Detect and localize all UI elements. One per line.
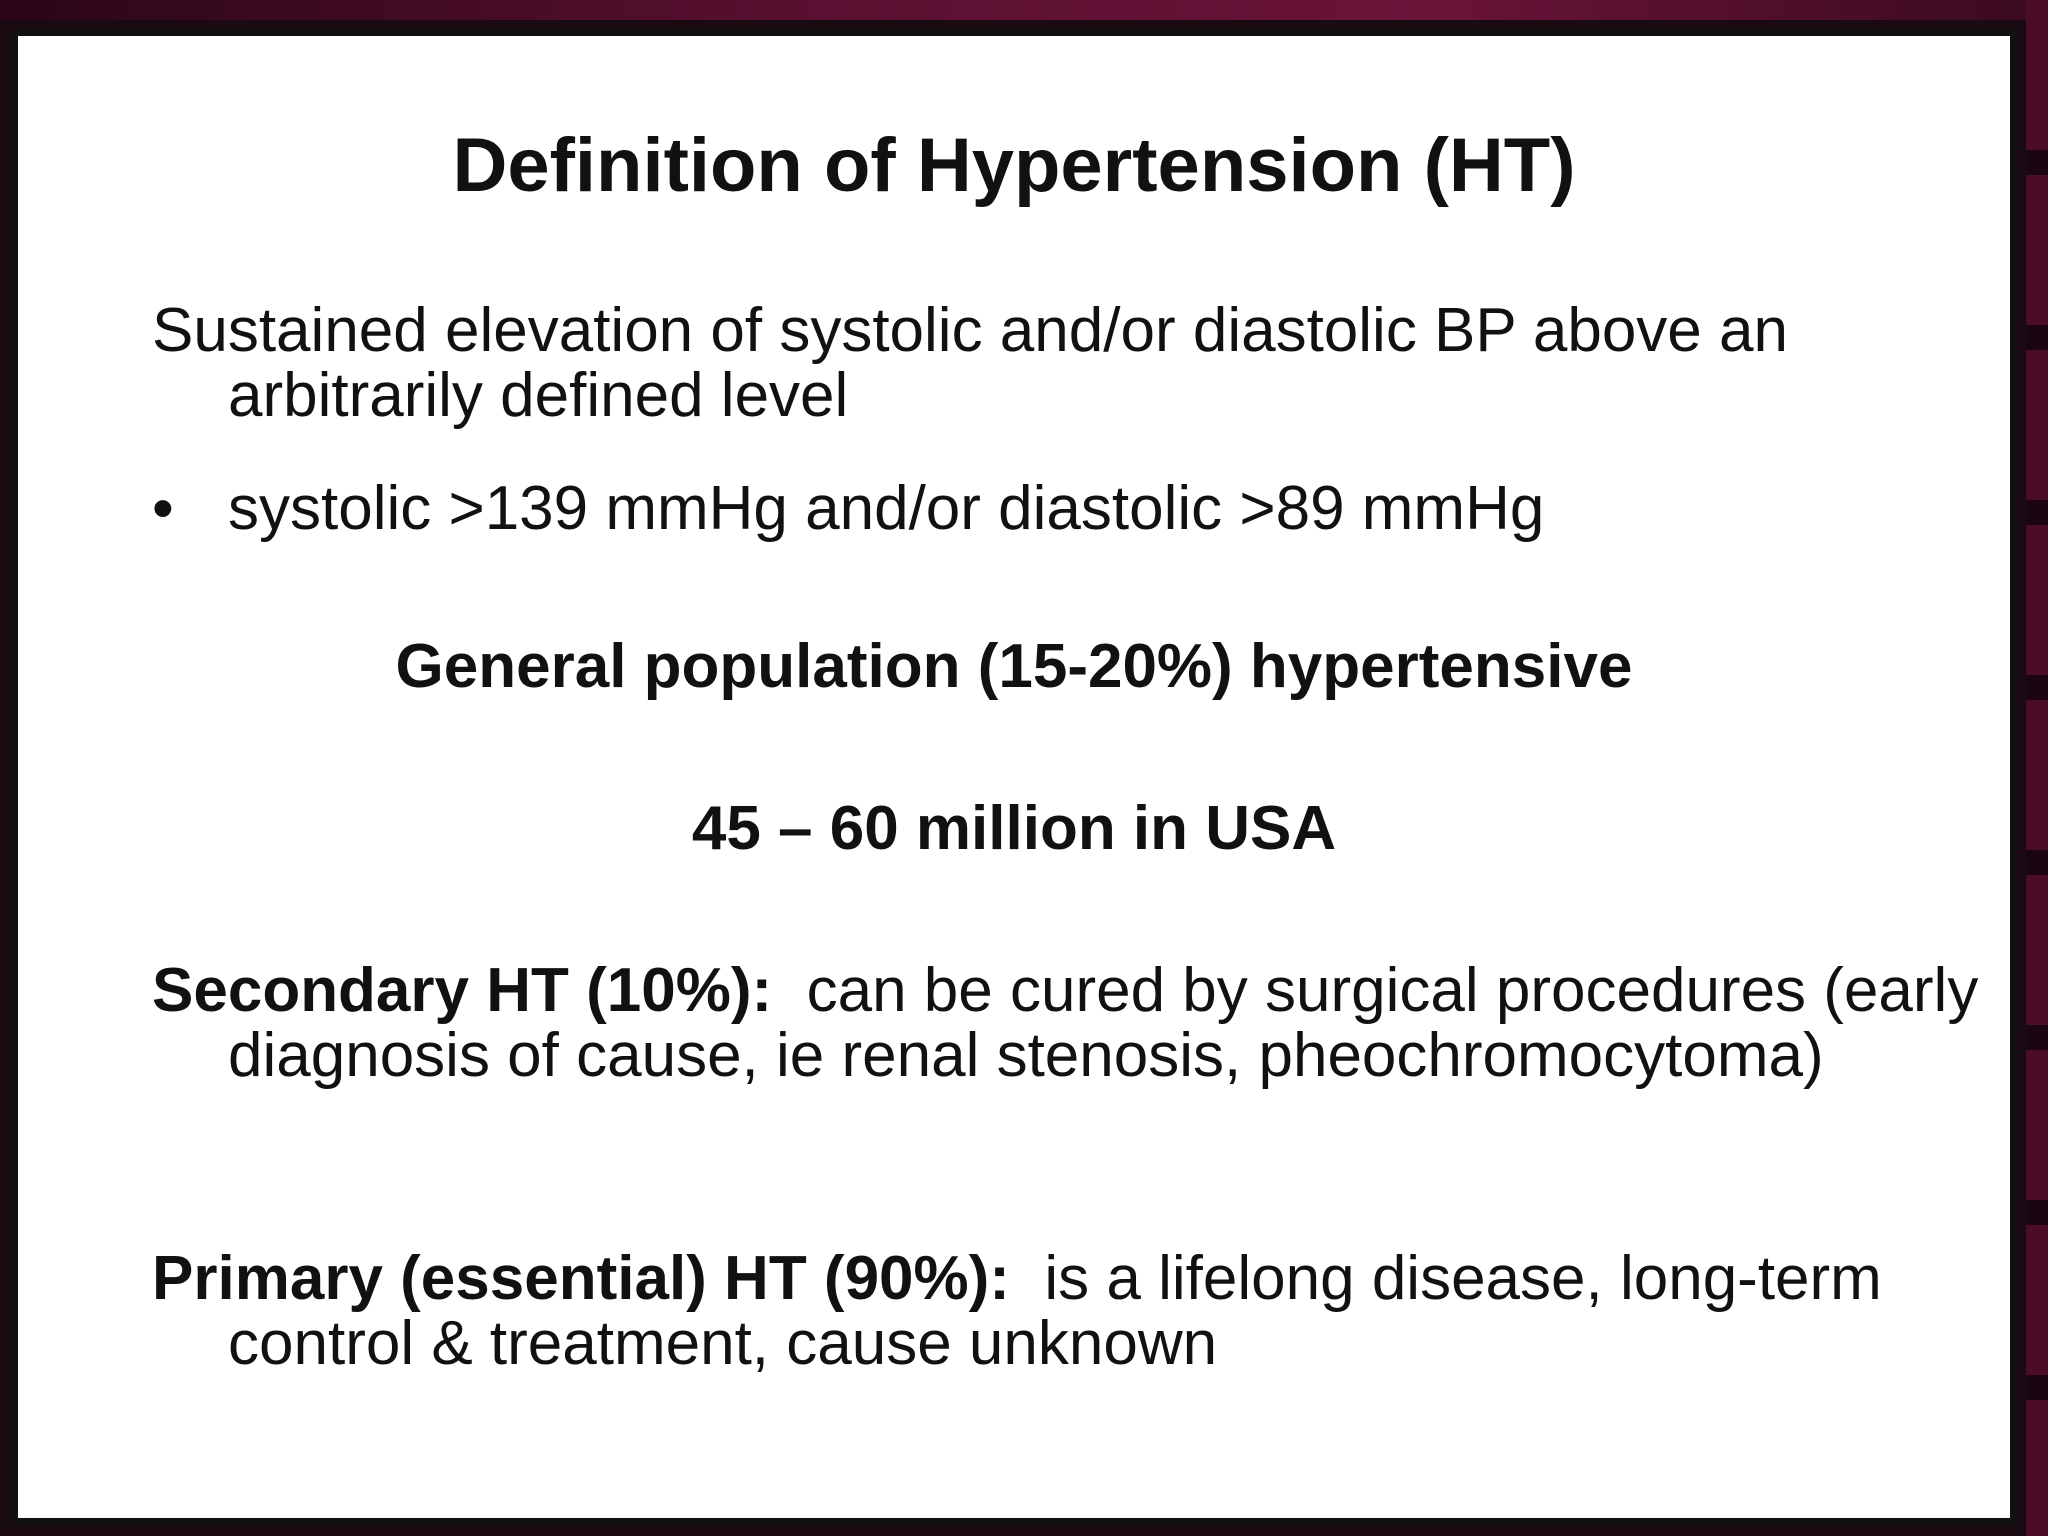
secondary-ht-text: can be cured by surgical procedures (early diagnosis of cause, ie renal stenosis, pheochromocytoma): [228, 956, 1979, 1090]
primary-ht-paragraph: [152, 1246, 2048, 1376]
top-decorative-band: [0, 0, 2048, 20]
primary-ht-label: Primary (essential) HT (90%):: [152, 1244, 1010, 1313]
bullet-text: systolic >139 mmHg and/or diastolic >89 mmHg: [228, 474, 1545, 543]
secondary-ht-label: Secondary HT (10%):: [152, 956, 773, 1025]
population-line: General population (15-20%) hypertensive: [395, 632, 1633, 701]
primary-ht-text: is a lifelong disease, long-term control & treatment, cause unknown: [228, 1244, 1882, 1378]
slide-title: Definition of Hypertension (HT): [452, 123, 1576, 208]
bullet-item: [152, 476, 1972, 541]
slide: [12, 30, 2016, 1524]
definition-paragraph: Sustained elevation of systolic and/or diastolic BP above an arbitrarily defined level: [152, 296, 1788, 430]
secondary-ht-paragraph: [152, 958, 2048, 1088]
usa-line: 45 – 60 million in USA: [691, 794, 1337, 863]
bullet-glyph: •: [152, 474, 174, 543]
